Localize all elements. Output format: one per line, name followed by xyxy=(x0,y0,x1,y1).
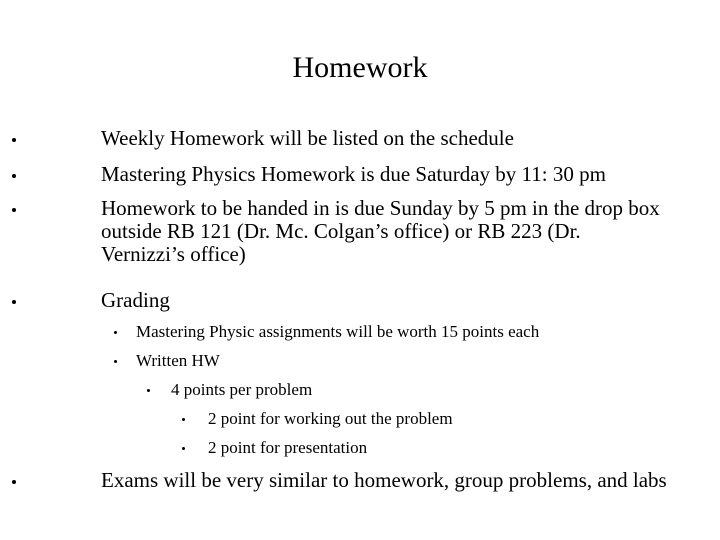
bullet-text: 2 point for presentation xyxy=(208,438,368,457)
bullet-dot-icon xyxy=(182,447,185,450)
bullet-dot-icon xyxy=(182,418,185,421)
bullet-dot-icon xyxy=(12,300,16,304)
bullet-dot-icon xyxy=(147,389,150,392)
bullet-text: Grading xyxy=(101,288,170,312)
bullet-text: 4 points per problem xyxy=(171,380,313,399)
bullet-text: 2 point for working out the problem xyxy=(208,409,453,428)
bullet-dot-icon xyxy=(12,174,16,178)
bullet-text: Homework to be handed in is due Sunday by 5 pm in the drop box outside RB 121 (Dr. Mc. Colgan’s office) or RB 223 (Dr. Vernizzi’s office) xyxy=(101,196,660,266)
sub-item-working-out-problem xyxy=(208,409,453,428)
bullet-text: Mastering Physic assignments will be worth 15 points each xyxy=(136,322,540,341)
bullet-dot-icon xyxy=(12,480,16,484)
sub-item-mastering-physic-assignments xyxy=(136,322,539,341)
bullet-text: Weekly Homework will be listed on the schedule xyxy=(101,126,514,150)
bullet-item-exams xyxy=(101,469,676,492)
sub-item-written-hw xyxy=(136,351,220,370)
sub-item-presentation xyxy=(208,438,367,457)
bullet-dot-icon xyxy=(114,331,117,334)
bullet-item-weekly-homework xyxy=(101,127,701,150)
sub-item-points-per-problem xyxy=(171,380,312,399)
bullet-dot-icon xyxy=(12,138,16,142)
bullet-item-mastering-physics xyxy=(101,163,701,186)
slide-title: Homework xyxy=(292,51,428,84)
bullet-dot-icon xyxy=(12,208,16,212)
bullet-text: Exams will be very similar to homework, group problems, and labs xyxy=(101,468,667,492)
bullet-item-handed-in-homework xyxy=(101,197,661,266)
bullet-text: Mastering Physics Homework is due Saturday by 11: 30 pm xyxy=(101,162,606,186)
bullet-dot-icon xyxy=(114,360,117,363)
bullet-item-grading xyxy=(101,289,701,312)
bullet-text: Written HW xyxy=(136,351,220,370)
